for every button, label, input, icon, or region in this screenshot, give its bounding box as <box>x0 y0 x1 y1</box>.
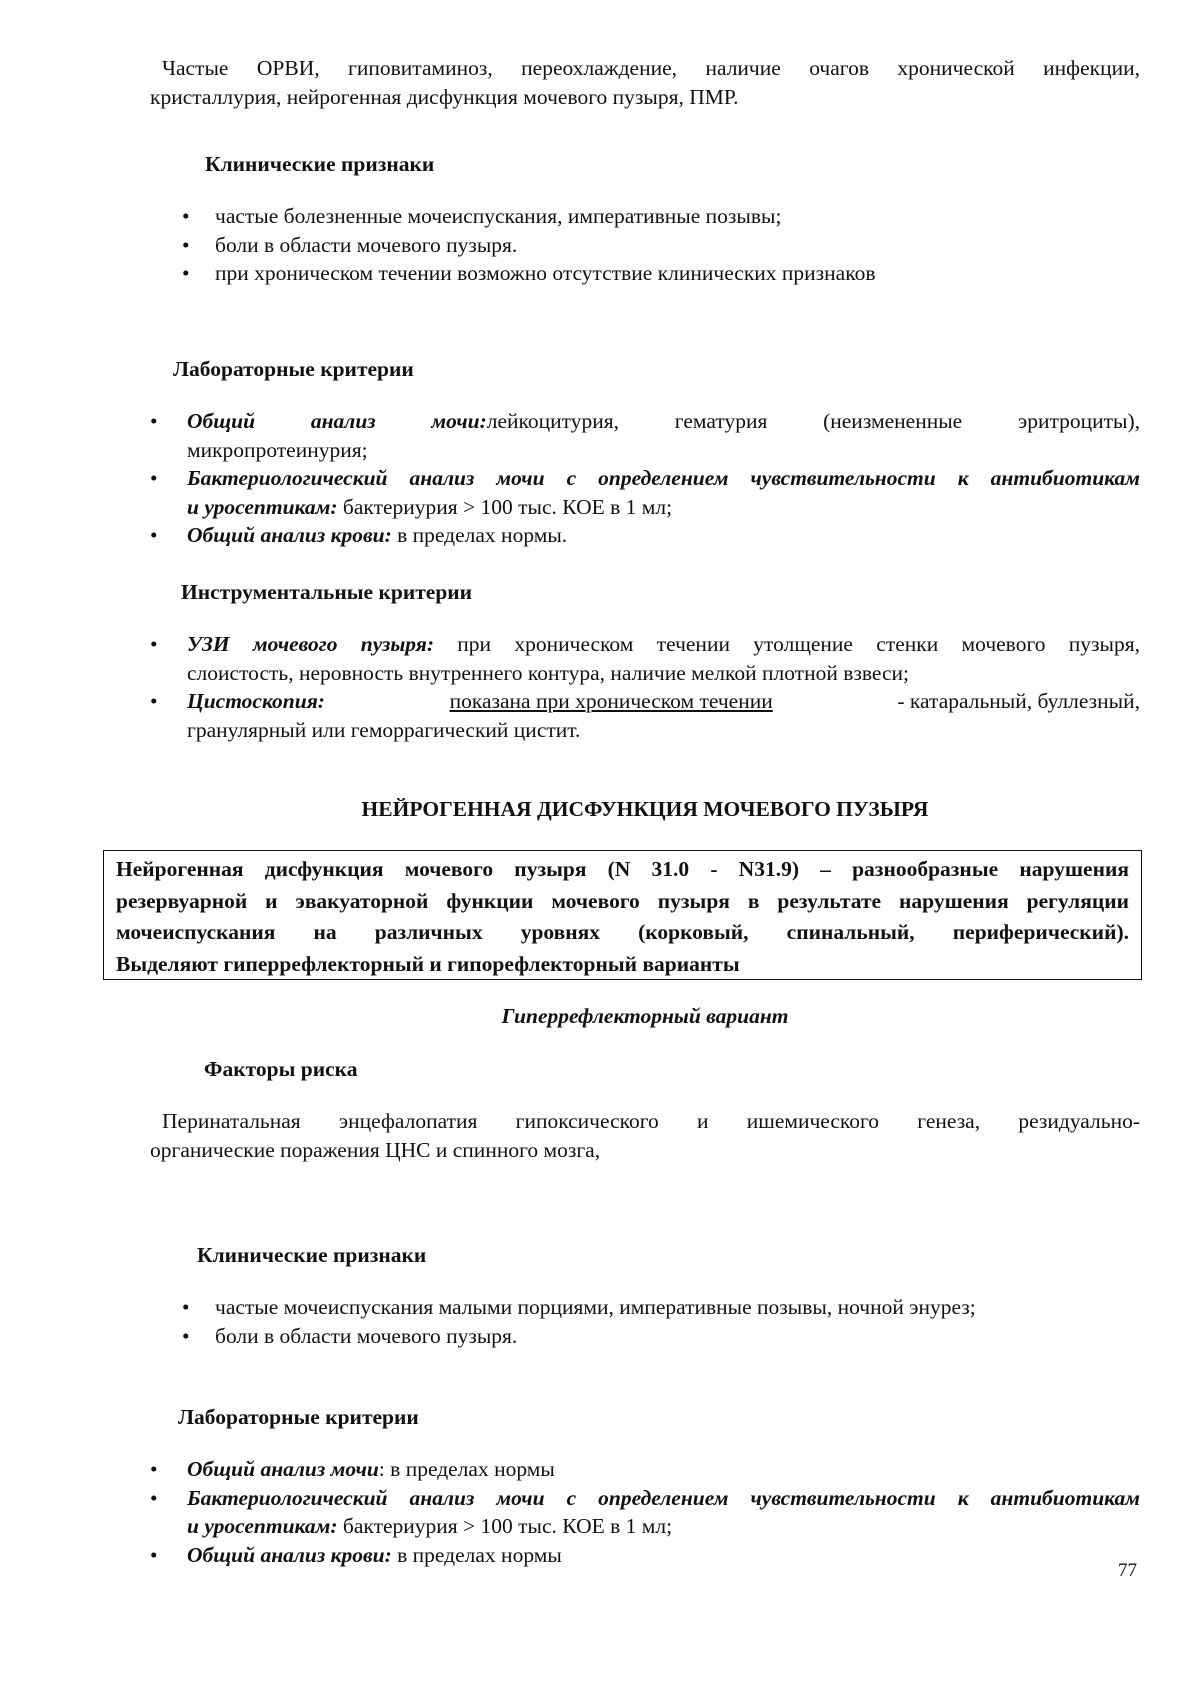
lab-item-label: Общий анализ мочи: <box>187 409 487 433</box>
lab-list-1 <box>187 407 1140 550</box>
instrumental-list <box>187 630 1140 744</box>
lab-list-2 <box>187 1455 1140 1569</box>
clinical-heading-2: Клинические признаки <box>197 1243 427 1267</box>
lab-heading-1: Лабораторные критерии <box>173 357 414 381</box>
clinical-heading-1: Клинические признаки <box>205 152 435 176</box>
intro-line-2: кристаллурия, нейрогенная дисфункция мочевого пузыря, ПМР. <box>150 84 739 109</box>
list-item: • Бактериологический анализ мочи с определением чувствительности к антибиотикам и уросептикам: бактериурия > 100 тыс. КОЕ в 1 мл; <box>187 1484 1140 1541</box>
page-number: 77 <box>1118 1560 1137 1581</box>
list-item: • при хроническом течении возможно отсутствие клинических признаков <box>215 259 1140 288</box>
clinical-list-2 <box>215 1293 1140 1350</box>
section-title: НЕЙРОГЕННАЯ ДИСФУНКЦИЯ МОЧЕВОГО ПУЗЫРЯ <box>361 797 929 821</box>
list-item: • Общий анализ крови: в пределах нормы <box>187 1541 1140 1570</box>
variant-title: Гиперрефлекторный вариант <box>501 1004 789 1028</box>
risk-paragraph: Перинатальная энцефалопатия гипоксического и ишемического генеза, резидуально- органические поражения ЦНС и спинного мозга, <box>150 1109 1140 1162</box>
list-item: • частые мочеиспускания малыми порциями, императивные позывы, ночной энурез; <box>215 1293 1140 1322</box>
list-item: • Общий анализ мочи:лейкоцитурия, гематурия (неизмененные эритроциты), микропротеинурия; <box>187 407 1140 464</box>
intro-line-1: Частые ОРВИ, гиповитаминоз, переохлаждение, наличие очагов хронической инфекции, <box>162 56 1140 80</box>
lab-heading-2: Лабораторные критерии <box>178 1405 419 1429</box>
list-item: • УЗИ мочевого пузыря: при хроническом течении утолщение стенки мочевого пузыря, слоистость, неровность внутреннего контура, наличие мелкой плотной взвеси; <box>187 630 1140 687</box>
clinical-list-1 <box>215 202 1140 288</box>
risk-heading: Факторы риска <box>204 1057 358 1081</box>
list-item: • боли в области мочевого пузыря. <box>215 1322 1140 1351</box>
list-item: • Цистоскопия: показана при хроническом течении - катаральный, буллезный, гранулярный или геморрагический цистит. <box>187 687 1140 744</box>
list-item: • частые болезненные мочеиспускания, императивные позывы; <box>215 202 1140 231</box>
definition-box: Нейрогенная дисфункция мочевого пузыря (N 31.0 - N31.9) – разнообразные нарушения резервуарной и эвакуаторной функции мочевого пузыря в результате нарушения регуляции мочеиспускания на различных уровнях (корковый, спинальный, периферический). Выделяют гиперрефлекторный и гипорефлекторный варианты <box>103 850 1142 980</box>
list-item: • Бактериологический анализ мочи с определением чувствительности к антибиотикам и уросептикам: бактериурия > 100 тыс. КОЕ в 1 мл; <box>187 464 1140 521</box>
intro-paragraph <box>150 54 1140 111</box>
instrumental-heading: Инструментальные критерии <box>181 580 473 604</box>
list-item: • Общий анализ крови: в пределах нормы. <box>187 521 1140 550</box>
list-item: • боли в области мочевого пузыря. <box>215 231 1140 260</box>
list-item: • Общий анализ мочи: в пределах нормы <box>187 1455 1140 1484</box>
